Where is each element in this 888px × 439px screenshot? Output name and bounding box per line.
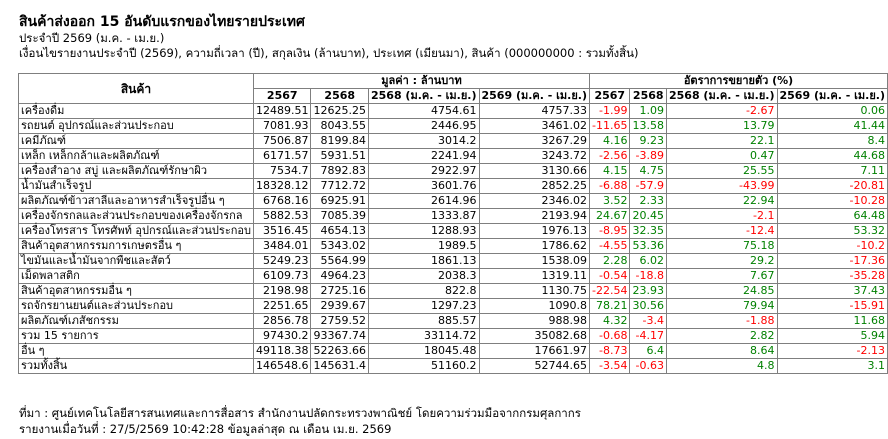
growth-cell: 79.94 [666,299,777,314]
report-conditions: เงื่อนไขรายงานประจำปี (2569), ความถี่เวลา (ปี), สกุลเงิน (ล้านบาท), ประเทศ (เมียนมา), สินค้า (000000000 : รวมทั้งสิ้น) [19,46,639,60]
export-table [18,73,888,374]
value-cell: 2193.94 [479,209,590,224]
growth-cell: 7.11 [777,164,888,179]
growth-cell: 4.75 [630,164,667,179]
table-row [19,269,888,284]
growth-cell: -4.17 [630,329,667,344]
value-cell: 7534.7 [253,164,311,179]
value-cell: 2856.78 [253,314,311,329]
value-cell: 5931.51 [311,149,369,164]
column-header: 2568 [630,89,667,104]
value-cell: 6171.57 [253,149,311,164]
value-cell: 3516.45 [253,224,311,239]
table-row [19,299,888,314]
column-header: 2569 (ม.ค. - เม.ย.) [777,89,888,104]
growth-cell: -2.56 [590,149,630,164]
value-cell: 3461.02 [479,119,590,134]
product-name-cell: รถจักรยานยนต์และส่วนประกอบ [19,299,254,314]
value-cell: 4754.61 [368,104,479,119]
value-cell: 2198.98 [253,284,311,299]
table-row [19,209,888,224]
value-cell: 988.98 [479,314,590,329]
value-cell: 4757.33 [479,104,590,119]
value-cell: 5249.23 [253,254,311,269]
growth-cell: 0.06 [777,104,888,119]
growth-cell: -0.54 [590,269,630,284]
value-cell: 3601.76 [368,179,479,194]
growth-cell: 24.85 [666,284,777,299]
growth-cell: -2.67 [666,104,777,119]
value-cell: 6109.73 [253,269,311,284]
growth-cell: -2.1 [666,209,777,224]
table-row [19,284,888,299]
value-cell: 1130.75 [479,284,590,299]
growth-cell: -10.2 [777,239,888,254]
value-cell: 3267.29 [479,134,590,149]
value-cell: 1538.09 [479,254,590,269]
growth-cell: 75.18 [666,239,777,254]
value-cell: 4654.13 [311,224,369,239]
value-cell: 3243.72 [479,149,590,164]
product-name-cell: เหล็ก เหล็กกล้าและผลิตภัณฑ์ [19,149,254,164]
growth-cell: 22.1 [666,134,777,149]
growth-cell: 4.15 [590,164,630,179]
table-row [19,119,888,134]
product-name-cell: ผลิตภัณฑ์ข้าวสาลีและอาหารสำเร็จรูปอื่น ๆ [19,194,254,209]
value-cell: 8043.55 [311,119,369,134]
growth-cell: -2.13 [777,344,888,359]
growth-cell: 2.33 [630,194,667,209]
growth-cell: 53.36 [630,239,667,254]
value-cell: 1333.87 [368,209,479,224]
growth-cell: -8.73 [590,344,630,359]
value-cell: 2759.52 [311,314,369,329]
value-cell: 4964.23 [311,269,369,284]
table-row [19,194,888,209]
growth-cell: 7.67 [666,269,777,284]
growth-cell: -57.9 [630,179,667,194]
growth-cell: 4.8 [666,359,777,374]
growth-cell: 29.2 [666,254,777,269]
product-name-cell: ผลิตภัณฑ์เภสัชกรรม [19,314,254,329]
value-cell: 6925.91 [311,194,369,209]
value-cell: 7506.87 [253,134,311,149]
growth-cell: -3.89 [630,149,667,164]
value-cell: 2725.16 [311,284,369,299]
growth-cell: 3.1 [777,359,888,374]
growth-cell: -20.81 [777,179,888,194]
growth-cell: 0.47 [666,149,777,164]
column-header: 2568 (ม.ค. - เม.ย.) [368,89,479,104]
value-cell: 7712.72 [311,179,369,194]
table-row [19,224,888,239]
value-cell: 49118.38 [253,344,311,359]
growth-cell: -22.54 [590,284,630,299]
value-cell: 2446.95 [368,119,479,134]
report-title: สินค้าส่งออก 15 อันดับแรกของไทยรายประเทศ [19,14,305,30]
value-cell: 12625.25 [311,104,369,119]
column-header: 2568 (ม.ค. - เม.ย.) [666,89,777,104]
product-name-cell: เคมีภัณฑ์ [19,134,254,149]
value-cell: 18045.48 [368,344,479,359]
growth-cell: 11.68 [777,314,888,329]
column-header: 2567 [590,89,630,104]
growth-cell: 8.4 [777,134,888,149]
value-cell: 1288.93 [368,224,479,239]
growth-cell: 20.45 [630,209,667,224]
value-cell: 12489.51 [253,104,311,119]
value-cell: 5564.99 [311,254,369,269]
value-cell: 7892.83 [311,164,369,179]
product-name-cell: เครื่องดื่ม [19,104,254,119]
value-cell: 7085.39 [311,209,369,224]
growth-cell: 24.67 [590,209,630,224]
value-cell: 2346.02 [479,194,590,209]
product-name-cell: ไขมันและน้ำมันจากพืชและสัตว์ [19,254,254,269]
growth-cell: 13.79 [666,119,777,134]
column-header: 2568 [311,89,369,104]
value-cell: 3130.66 [479,164,590,179]
table-row [19,344,888,359]
growth-cell: 4.32 [590,314,630,329]
value-cell: 93367.74 [311,329,369,344]
product-name-cell: เม็ดพลาสติก [19,269,254,284]
product-name-cell: น้ำมันสำเร็จรูป [19,179,254,194]
value-cell: 52263.66 [311,344,369,359]
growth-cell: 25.55 [666,164,777,179]
product-name-cell: รวม 15 รายการ [19,329,254,344]
value-cell: 3014.2 [368,134,479,149]
growth-cell: -1.99 [590,104,630,119]
column-header: 2567 [253,89,311,104]
growth-cell: 2.28 [590,254,630,269]
product-name-cell: เครื่องสำอาง สบู่ และผลิตภัณฑ์รักษาผิว [19,164,254,179]
product-column-header: สินค้า [19,74,254,104]
table-row [19,149,888,164]
growth-cell: -0.68 [590,329,630,344]
growth-cell: -8.95 [590,224,630,239]
value-cell: 18328.12 [253,179,311,194]
product-name-cell: เครื่องจักรกลและส่วนประกอบของเครื่องจักรกล [19,209,254,224]
growth-cell: -3.4 [630,314,667,329]
report-period: ประจำปี 2569 (ม.ค. - เม.ย.) [19,31,165,45]
growth-cell: 41.44 [777,119,888,134]
value-cell: 1319.11 [479,269,590,284]
value-cell: 5882.53 [253,209,311,224]
growth-cell: -17.36 [777,254,888,269]
table-body [19,104,888,374]
value-cell: 97430.2 [253,329,311,344]
growth-cell: 37.43 [777,284,888,299]
value-cell: 17661.97 [479,344,590,359]
growth-cell: 8.64 [666,344,777,359]
report-timestamp: รายงานเมื่อวันที่ : 27/5/2569 10:42:28 ข้อมูลล่าสุด ณ เดือน เม.ย. 2569 [19,422,392,436]
product-name-cell: เครื่องโทรสาร โทรศัพท์ อุปกรณ์และส่วนประกอบ [19,224,254,239]
table-row [19,104,888,119]
growth-cell: -15.91 [777,299,888,314]
growth-cell: -1.88 [666,314,777,329]
table-row [19,134,888,149]
table-row [19,179,888,194]
growth-cell: 9.23 [630,134,667,149]
value-cell: 5343.02 [311,239,369,254]
growth-cell: 64.48 [777,209,888,224]
table-row [19,254,888,269]
value-cell: 1297.23 [368,299,479,314]
value-cell: 2251.65 [253,299,311,314]
value-cell: 7081.93 [253,119,311,134]
growth-cell: -6.88 [590,179,630,194]
growth-cell: 22.94 [666,194,777,209]
growth-cell: -3.54 [590,359,630,374]
growth-cell: -11.65 [590,119,630,134]
growth-cell: 3.52 [590,194,630,209]
growth-cell: 4.16 [590,134,630,149]
growth-cell: -4.55 [590,239,630,254]
growth-cell: 44.68 [777,149,888,164]
table-row [19,164,888,179]
value-cell: 6768.16 [253,194,311,209]
growth-cell: 53.32 [777,224,888,239]
growth-cell: -43.99 [666,179,777,194]
value-cell: 146548.6 [253,359,311,374]
value-cell: 1861.13 [368,254,479,269]
growth-group-header: อัตราการขยายตัว (%) [590,74,888,89]
value-cell: 1786.62 [479,239,590,254]
growth-cell: -12.4 [666,224,777,239]
growth-cell: 2.82 [666,329,777,344]
value-cell: 51160.2 [368,359,479,374]
value-cell: 2038.3 [368,269,479,284]
value-cell: 2852.25 [479,179,590,194]
value-cell: 8199.84 [311,134,369,149]
growth-cell: -0.63 [630,359,667,374]
value-cell: 2922.97 [368,164,479,179]
source-note: ที่มา : ศูนย์เทคโนโลยีสารสนเทศและการสื่อสาร สำนักงานปลัดกระทรวงพาณิชย์ โดยความร่วมมือจากกรมศุลกากร [19,406,581,420]
value-cell: 2939.67 [311,299,369,314]
value-cell: 885.57 [368,314,479,329]
growth-cell: -35.28 [777,269,888,284]
value-cell: 1976.13 [479,224,590,239]
value-cell: 3484.01 [253,239,311,254]
growth-cell: 6.4 [630,344,667,359]
table-row [19,239,888,254]
growth-cell: -10.28 [777,194,888,209]
growth-cell: 78.21 [590,299,630,314]
value-cell: 1989.5 [368,239,479,254]
growth-cell: 5.94 [777,329,888,344]
product-name-cell: สินค้าอุตสาหกรรมอื่น ๆ [19,284,254,299]
value-cell: 145631.4 [311,359,369,374]
growth-cell: 13.58 [630,119,667,134]
value-cell: 2614.96 [368,194,479,209]
product-name-cell: รถยนต์ อุปกรณ์และส่วนประกอบ [19,119,254,134]
product-name-cell: รวมทั้งสิ้น [19,359,254,374]
growth-cell: 1.09 [630,104,667,119]
growth-cell: -18.8 [630,269,667,284]
value-cell: 52744.65 [479,359,590,374]
growth-cell: 32.35 [630,224,667,239]
column-header: 2569 (ม.ค. - เม.ย.) [479,89,590,104]
value-cell: 33114.72 [368,329,479,344]
growth-cell: 6.02 [630,254,667,269]
value-cell: 2241.94 [368,149,479,164]
growth-cell: 30.56 [630,299,667,314]
value-cell: 35082.68 [479,329,590,344]
product-name-cell: อื่น ๆ [19,344,254,359]
growth-cell: 23.93 [630,284,667,299]
product-name-cell: สินค้าอุตสาหกรรมการเกษตรอื่น ๆ [19,239,254,254]
value-cell: 1090.8 [479,299,590,314]
value-cell: 822.8 [368,284,479,299]
table-row [19,314,888,329]
table-row [19,359,888,374]
table-row [19,329,888,344]
value-group-header: มูลค่า : ล้านบาท [253,74,589,89]
